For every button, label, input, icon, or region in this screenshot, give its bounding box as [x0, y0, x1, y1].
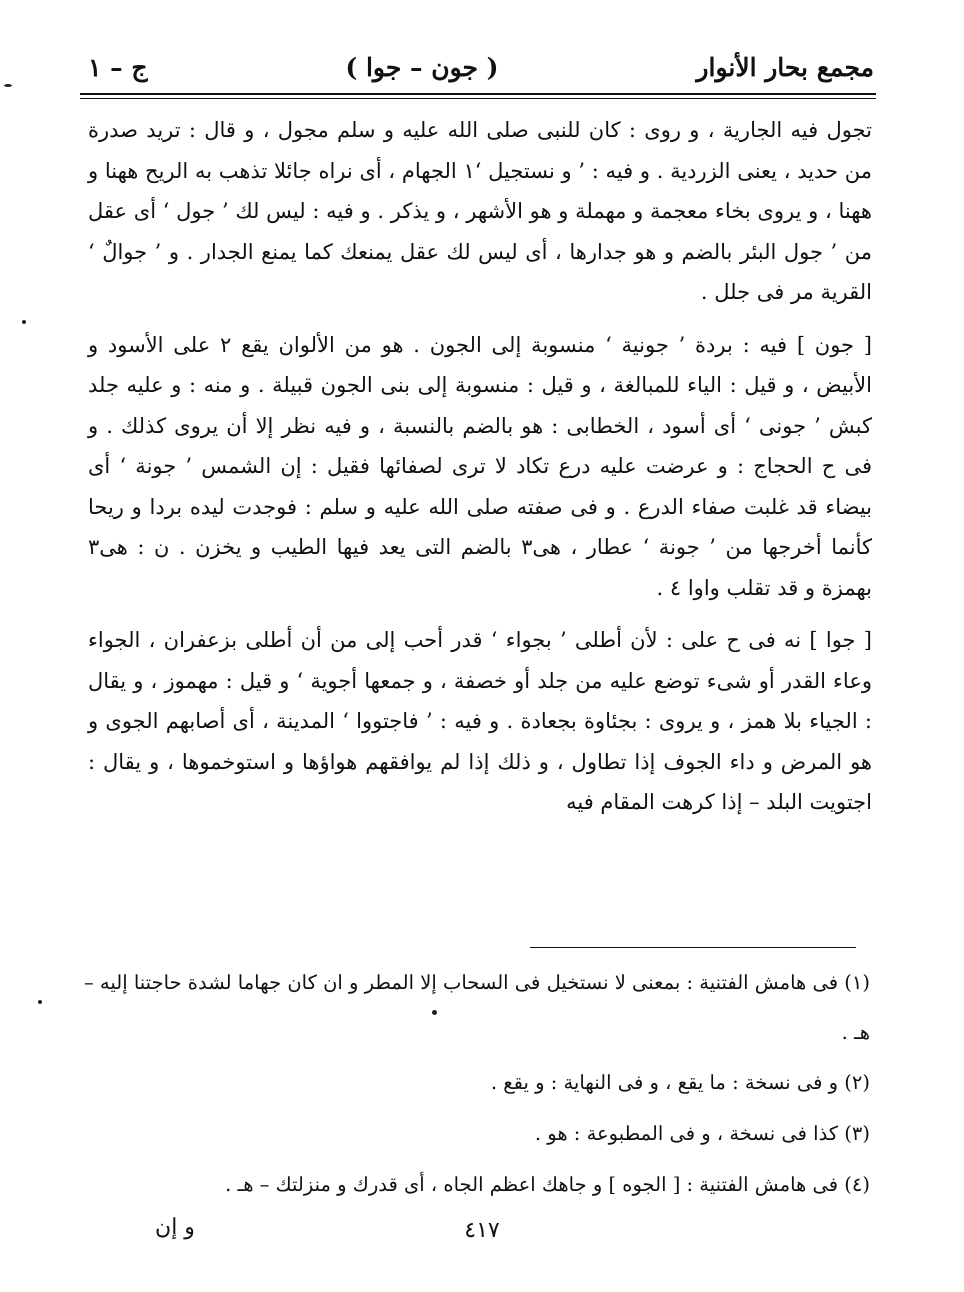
paragraph-continuation: تجول فيه الجارية ، و روى : كان للنبى صلى الله عليه و سلم مجول ، و قال : تريد صدرة من حديد ، يعنى الزردية . و فيه : ’ و نستجيل ‘١ الجهام ، أى نراه جائلا تذهب به الريح ههنا و ههنا ، و يروى بخاء معجمة و مهملة و هو الأشهر ، و يذكر . و فيه : ليس لك ’ جول ‘ أى عقل من ’ جول البئر بالضم و هو جدارها ، أى ليس لك عقل يمنعك كما يمنع الجدار . و ’ جوالٌ ‘ القرية مر فى جلل . [88, 118, 872, 304]
footnotes [80, 958, 870, 1217]
footnote-2: (٢) و فى نسخة : ما يقع ، و فى النهاية : و يقع . [490, 1071, 870, 1094]
volume-number: ج – ١ [88, 52, 148, 82]
scan-speck [38, 1000, 42, 1004]
scan-speck [432, 1010, 437, 1015]
catchword: و إن [155, 1215, 195, 1240]
scan-speck [4, 84, 12, 87]
header-rule-thin [80, 98, 876, 99]
paragraph-entry-jawa: [ جوا ] نه فى ح على : لأن أطلى ’ بجواء ‘ قدر أحب إلى من أن أطلى بزعفران ، الجواء وعاء القدر أو شىء توضع عليه من جلد أو خصفة ، و جمعها أجوية ‘ و قيل : مهموز ، و يقال : الجياء بلا همز ، و يروى : بجئاوة بجعادة . و فيه : ’ فاجتووا ‘ المدينة ، أى أصابهم الجوى و هو المرض و داء الجوف إذا تطاول ، و ذلك إذا لم يوافقهم هواؤها و استوخموها ، و يقال : اجتويت البلد – إذا كرهت المقام فيه [88, 628, 872, 814]
header-rule-thick [80, 93, 876, 95]
book-title: مجمع بحار الأنوار [696, 52, 874, 82]
footnote-4: (٤) فى هامش الفتنية : [ الجوه ] و جاهك اعظم الجاه ، أى قدرك و منزلتك – هـ . [225, 1173, 870, 1196]
paragraph-entry-jun: [ جون ] فيه : بردة ’ جونية ‘ منسوبة إلى الجون . هو من الألوان يقع ٢ على الأسود و الأبيض ، و قيل : الياء للمبالغة ، و قيل : منسوبة إلى بنى الجون قبيلة . و منه : و عليه جلد كبش ’ جونى ‘ أى أسود ، الخطابى : هو بالضم بالنسبة ، و فيه نظر إلا أن يروى كذلك . و فى ح الحجاج : و عرضت عليه درع تكاد لا ترى لصفائها فقيل : إن الشمس ’ جونة ‘ أى بيضاء قد غلبت صفاء الدرع . و فى صفته صلى الله عليه و سلم : فوجدت ليده بردا و ريحا كأنما أخرجها من ’ جونة ‘ عطار ، هى٣ بالضم التى يعد فيها الطيب و يخزن . ن : هى٣ بهمزة و قد تقلب واوا ٤ . [88, 332, 873, 600]
running-header [88, 44, 874, 90]
page-number: ٤١٧ [464, 1218, 500, 1243]
scan-speck [22, 320, 26, 324]
footnote-3: (٣) كذا فى نسخة ، و فى المطبوعة : هو . [534, 1122, 870, 1145]
main-text [88, 110, 872, 823]
entry-range: ( جون – جوا ) [345, 52, 499, 82]
footnote-1: (١) فى هامش الفتنية : بمعنى لا نستخيل فى السحاب إلا المطر و ان كان جهاما لشدة حاجتنا إليه – هـ . [83, 971, 870, 1044]
footnote-separator [530, 947, 856, 948]
